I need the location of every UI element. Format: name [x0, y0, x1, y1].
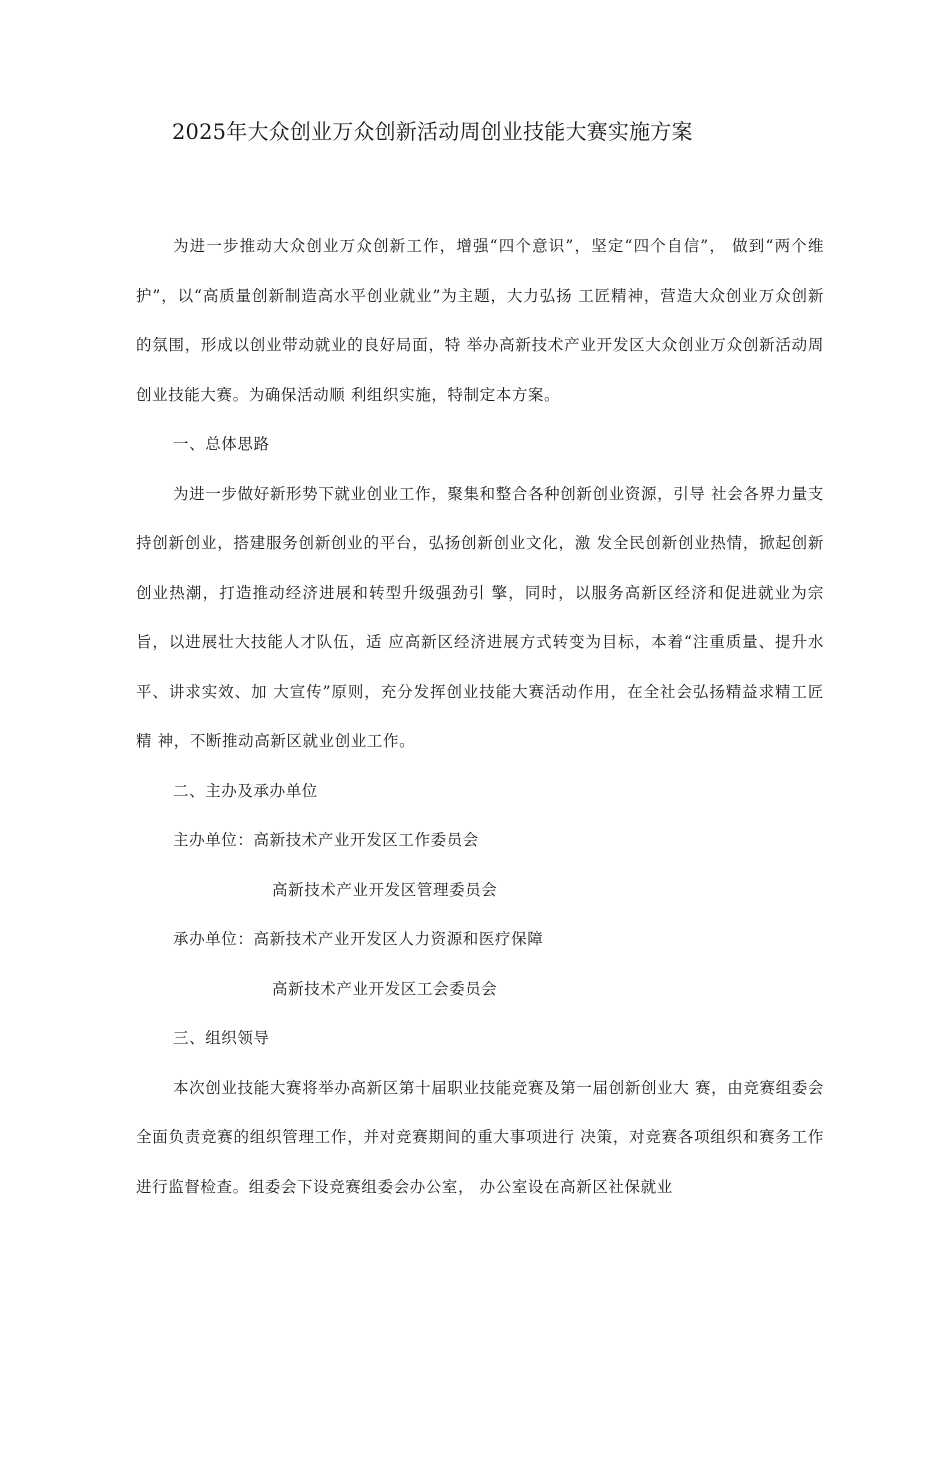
section-heading-organizers: 二、主办及承办单位 [173, 781, 318, 800]
leadership-paragraph: 本次创业技能大赛将举办高新区第十届职业技能竞赛及第一届创新创业大 赛，由竞赛组委会全面负责竞赛的组织管理工作，并对竞赛期间的重大事项进行 决策，对竞赛各项组织和赛务工作进行监督检查。组委会下设竞赛组委会办公室， 办公室设在高新区社保就业 [136, 1078, 824, 1196]
document-page [0, 118, 950, 1462]
organizer-unit-line: 承办单位：高新技术产业开发区人力资源和医疗保障 [173, 930, 544, 948]
intro-paragraph: 为进一步推动大众创业万众创新工作，增强“四个意识”，坚定“四个自信”， 做到“两个维护”，以“高质量创新制造高水平创业就业”为主题，大力弘扬 工匠精神，营造大众创业万众创新的氛围，形成以创业带动就业的良好局面，特 举办高新技术产业开发区大众创业万众创新活动周创业技能大赛。为确保活动顺 利组织实施，特制定本方案。 [136, 237, 824, 404]
section-heading-leadership: 三、组织领导 [173, 1029, 270, 1047]
document-body [136, 222, 824, 1212]
document-title: 2025年大众创业万众创新活动周创业技能大赛实施方案 [172, 120, 693, 144]
host-unit-line-2: 高新技术产业开发区管理委员会 [272, 880, 498, 899]
section-heading-overall-approach: 一、总体思路 [173, 435, 270, 453]
host-unit-line: 主办单位：高新技术产业开发区工作委员会 [173, 831, 479, 849]
organizer-unit-line-2: 高新技术产业开发区工会委员会 [272, 979, 498, 998]
overall-approach-paragraph: 为进一步做好新形势下就业创业工作，聚集和整合各种创新创业资源，引导 社会各界力量支持创新创业，搭建服务创新创业的平台，弘扬创新创业文化，激 发全民创新创业热情，掀起创新创业热潮，打造推动经济进展和转型升级强劲引 擎，同时，以服务高新区经济和促进就业为宗旨，以进展壮大技能人才队伍，适 应高新区经济进展方式转变为目标，本着“注重质量、提升水平、讲求实效、加 大宣传”原则，充分发挥创业技能大赛活动作用，在全社会弘扬精益求精工匠精 神，不断推动高新区就业创业工作。 [136, 484, 824, 750]
